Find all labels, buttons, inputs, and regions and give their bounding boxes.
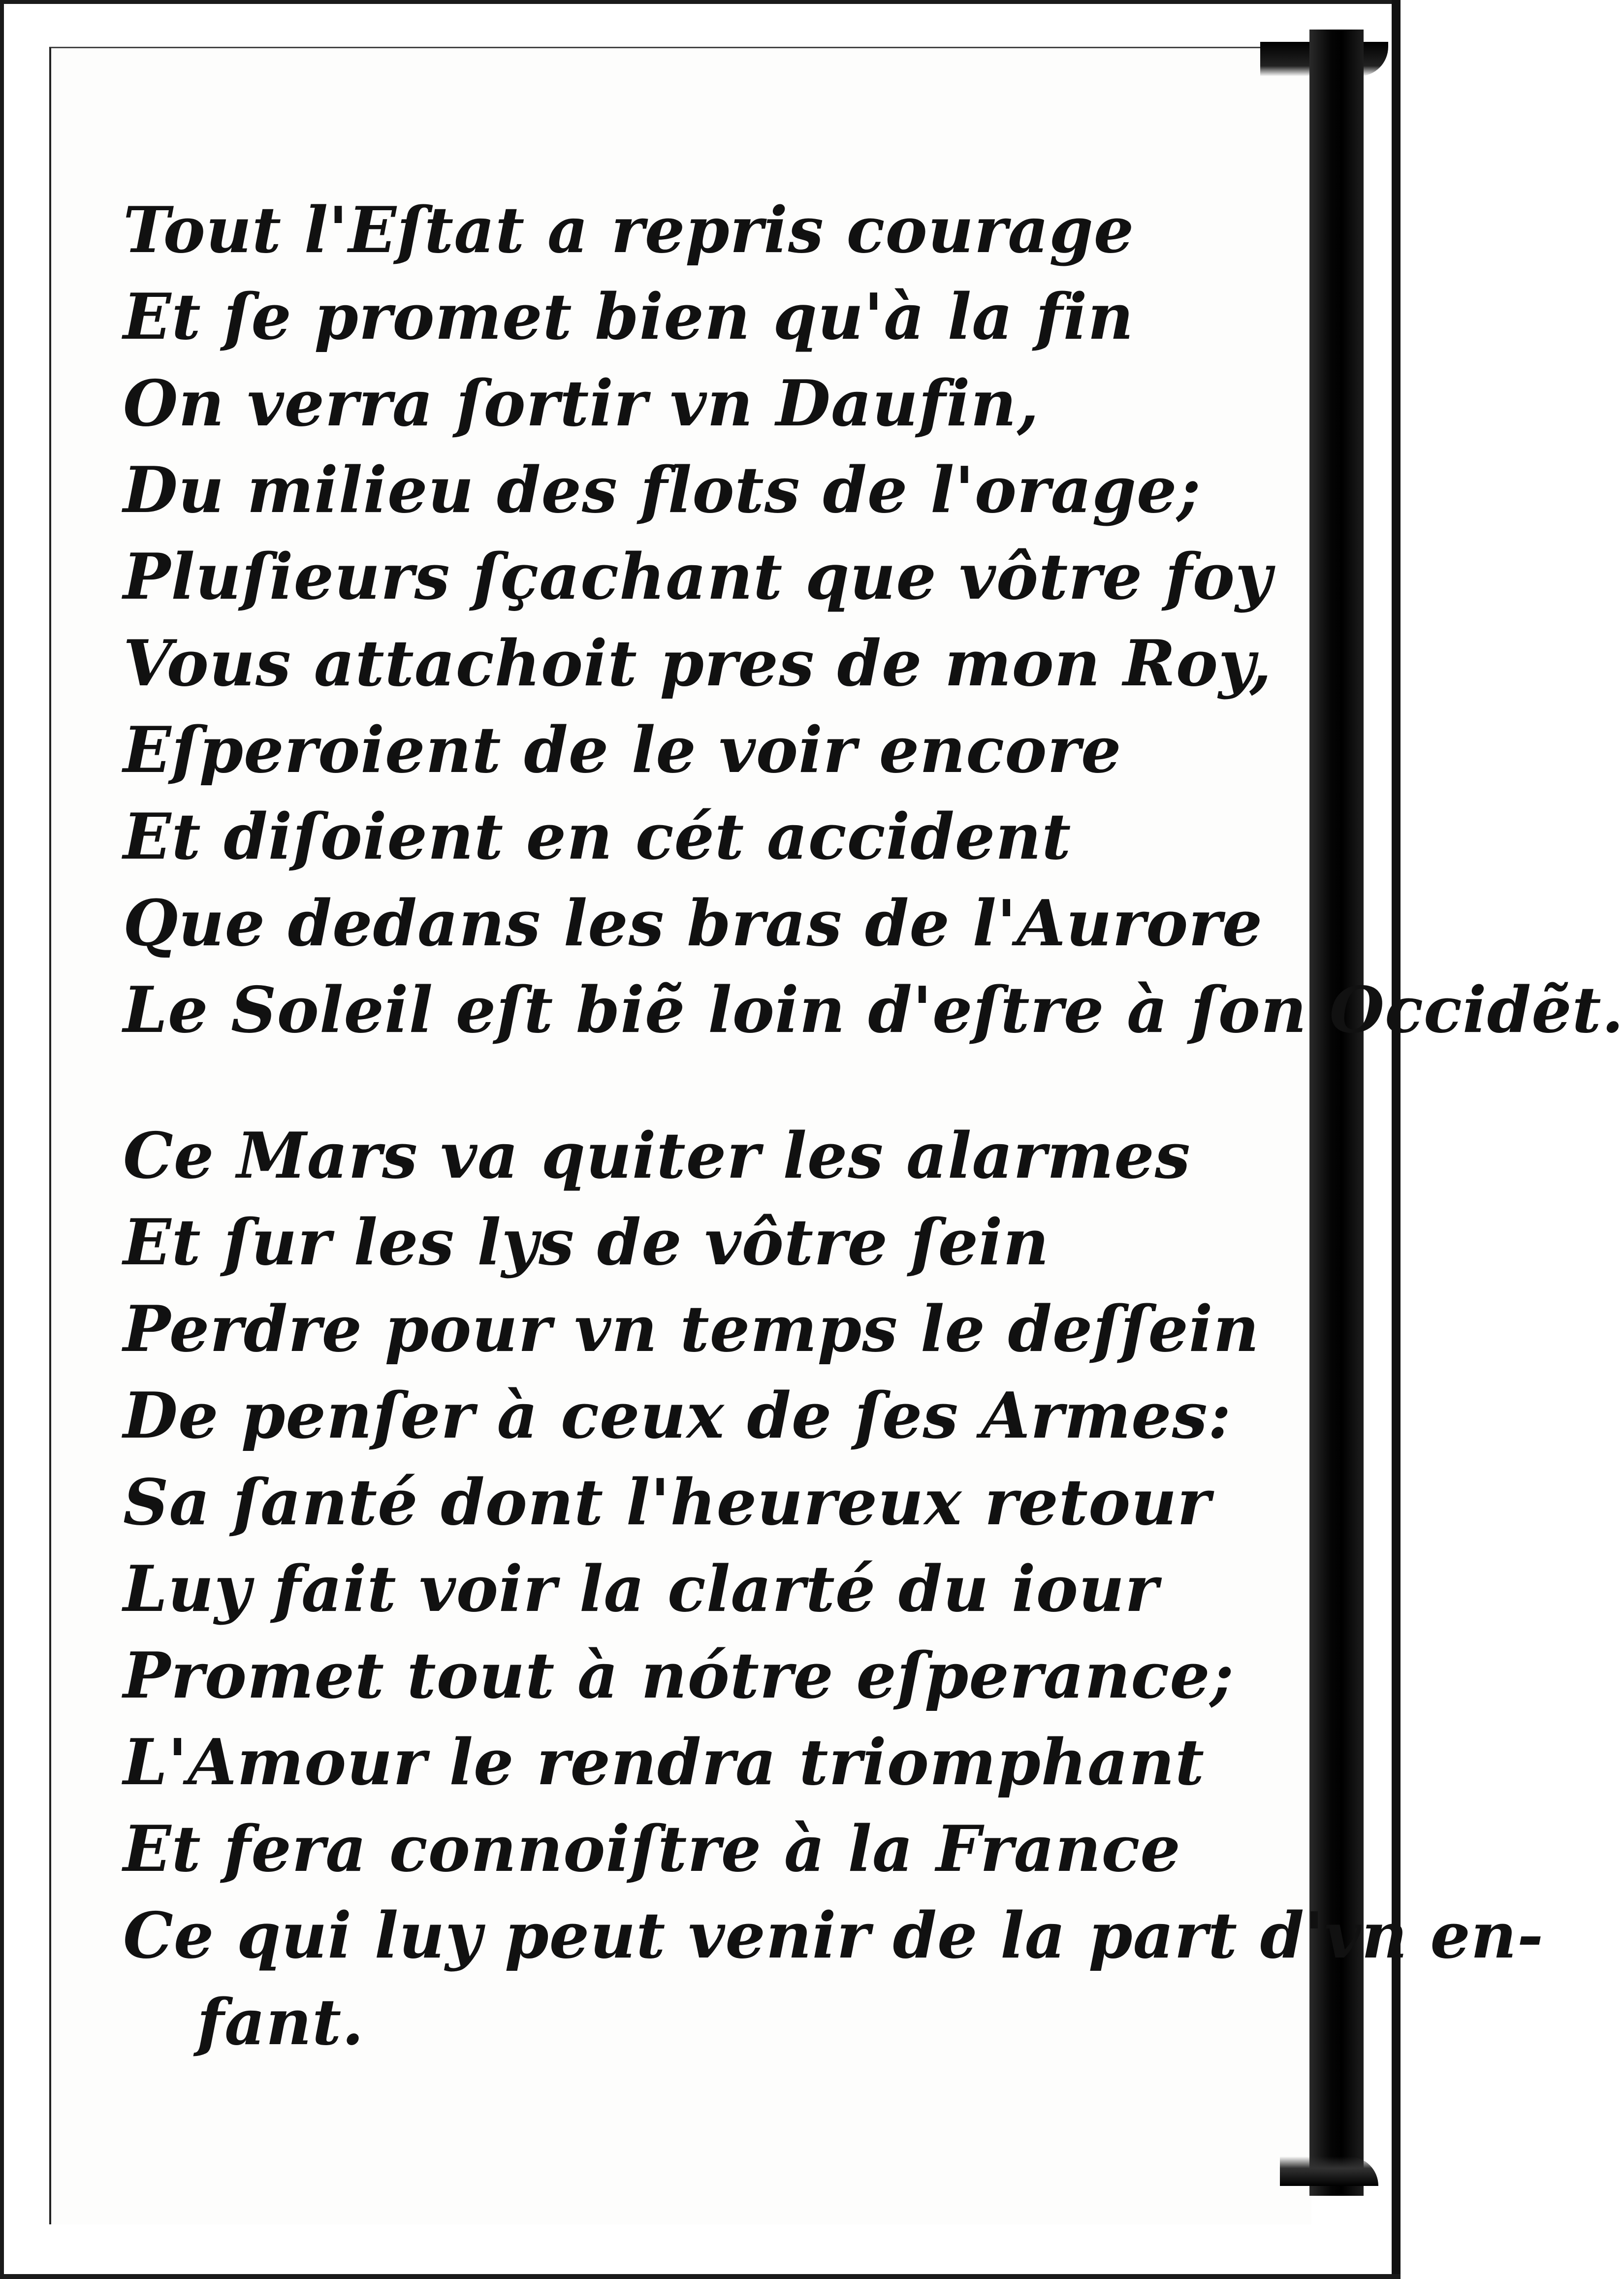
verse-line: Et fera connoiſtre à la France: [123, 1812, 1181, 1886]
verse-line: L'Amour le rendra triomphant: [123, 1726, 1205, 1799]
stanza-2: [123, 1113, 1544, 2066]
verse-line: Que dedans les bras de l'Aurore: [123, 887, 1263, 961]
verse-line-continuation: fant.: [197, 1986, 364, 2059]
verse-line: Et diſoient en cét accident: [123, 800, 1072, 874]
verse-line: On verra ſortir vn Daufin,: [123, 367, 1040, 441]
verse-line: De penſer à ceux de ſes Armes:: [123, 1379, 1232, 1453]
verse-line: Perdre pour vn temps le deſſein: [123, 1292, 1260, 1366]
stanza-1: [123, 187, 1624, 1054]
binding-shadow-bottom: [1280, 2156, 1378, 2186]
verse-line: Le Soleil eſt biẽ loin d'eſtre à ſon Occidẽt.: [123, 973, 1624, 1047]
verse-line: Luy fait voir la clarté du iour: [123, 1552, 1159, 1626]
scan-border-left: [0, 0, 4, 2279]
scan-border-top: [0, 0, 1401, 4]
verse-line: Pluſieurs ſçachant que vôtre foy: [123, 540, 1273, 614]
verse-line: Et ſur les lys de vôtre ſein: [123, 1206, 1050, 1280]
scan-border-bottom: [0, 2274, 1401, 2279]
verse-line: Du milieu des flots de l'orage;: [123, 453, 1201, 527]
verse-line: Tout l'Eſtat a repris courage: [123, 193, 1135, 267]
verse-line: Promet tout à nótre eſperance;: [123, 1639, 1234, 1713]
verse-line: Sa ſanté dont l'heureux retour: [123, 1466, 1211, 1540]
verse-line: Eſperoient de le voir encore: [123, 713, 1122, 787]
verse-line: Vous attachoit pres de mon Roy,: [123, 627, 1272, 701]
verse-line: Ce qui luy peut venir de la part d'vn en-: [123, 1899, 1544, 1973]
verse-line: Ce Mars va quiter les alarmes: [123, 1119, 1191, 1193]
verse-line: Et ſe promet bien qu'à la fin: [123, 280, 1134, 354]
